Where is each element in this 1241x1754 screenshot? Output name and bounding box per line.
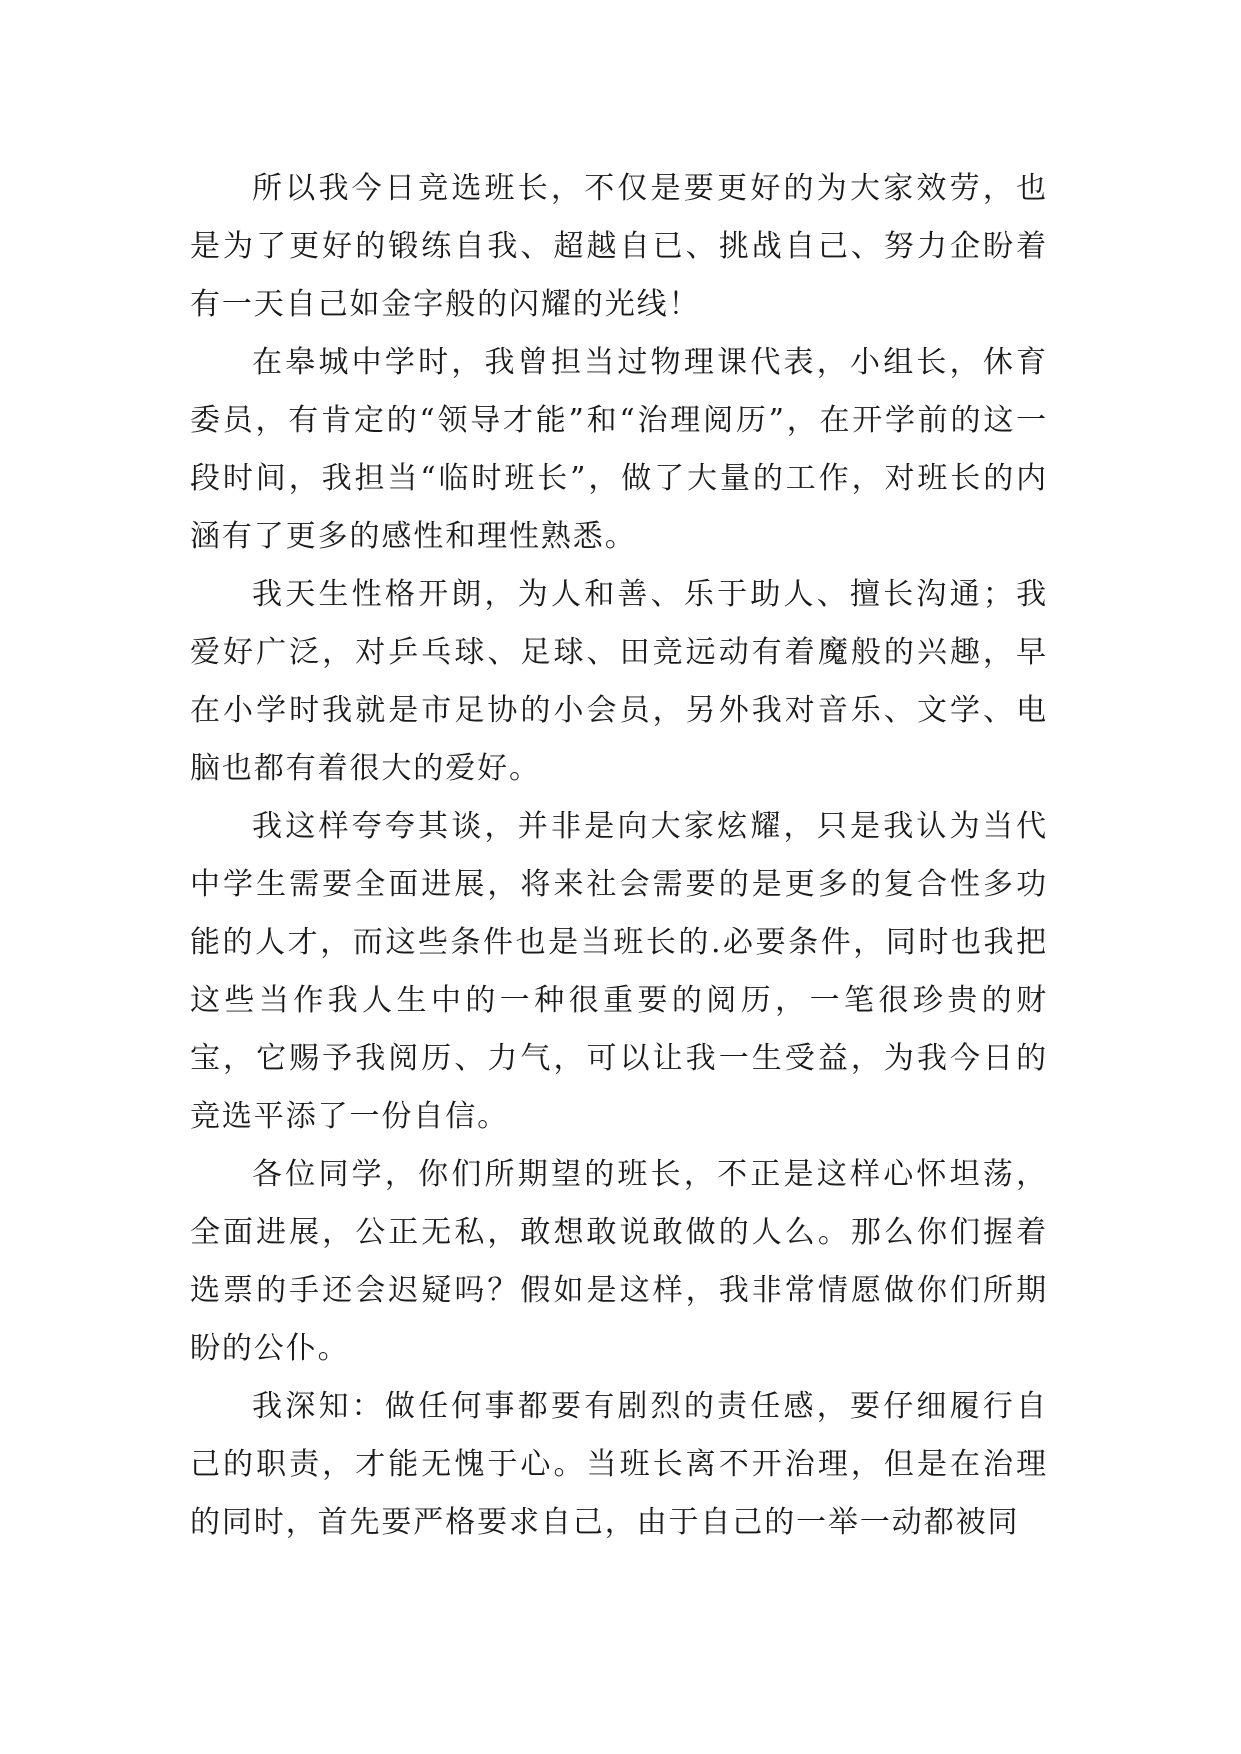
paragraph-2: 在皋城中学时，我曾担当过物理课代表，小组长，休育委员，有肯定的“领导才能”和“治理阅历”，在开学前的这一段时间，我担当“临时班长”，做了大量的工作，对班长的内涵有了更多的感性和理性熟悉。 xyxy=(190,345,1048,554)
paragraph-3: 我天生性格开朗，为人和善、乐于助人、擅长沟通；我爱好广泛，对乒乓球、足球、田竞远动有着魔般的兴趣，早在小学时我就是市足协的小会员，另外我对音乐、文学、电脑也都有着很大的爱好。 xyxy=(190,577,1048,786)
paragraph-5: 各位同学，你们所期望的班长，不正是这样心怀坦荡，全面进展，公正无私，敢想敢说敢做的人么。那么你们握着选票的手还会迟疑吗？假如是这样，我非常情愿做你们所期盼的公仆。 xyxy=(190,1157,1048,1366)
paragraph-4: 我这样夸夸其谈，并非是向大家炫耀，只是我认为当代中学生需要全面进展，将来社会需要的是更多的复合性多功能的人才，而这些条件也是当班长的.必要条件，同时也我把这些当作我人生中的一种很重要的阅历，一笔很珍贵的财宝，它赐予我阅历、力气，可以让我一生受益，为我今日的竞选平添了一份自信。 xyxy=(190,809,1048,1134)
paragraph-1: 所以我今日竞选班长，不仅是要更好的为大家效劳，也是为了更好的锻练自我、超越自已、挑战自己、努力企盼着有一天自己如金字般的闪耀的光线！ xyxy=(190,171,1048,322)
document-body xyxy=(190,160,1048,1552)
paragraph-6: 我深知：做任何事都要有剧烈的责任感，要仔细履行自己的职责，才能无愧于心。当班长离不开治理，但是在治理的同时，首先要严格要求自己，由于自己的一举一动都被同 xyxy=(190,1389,1048,1540)
